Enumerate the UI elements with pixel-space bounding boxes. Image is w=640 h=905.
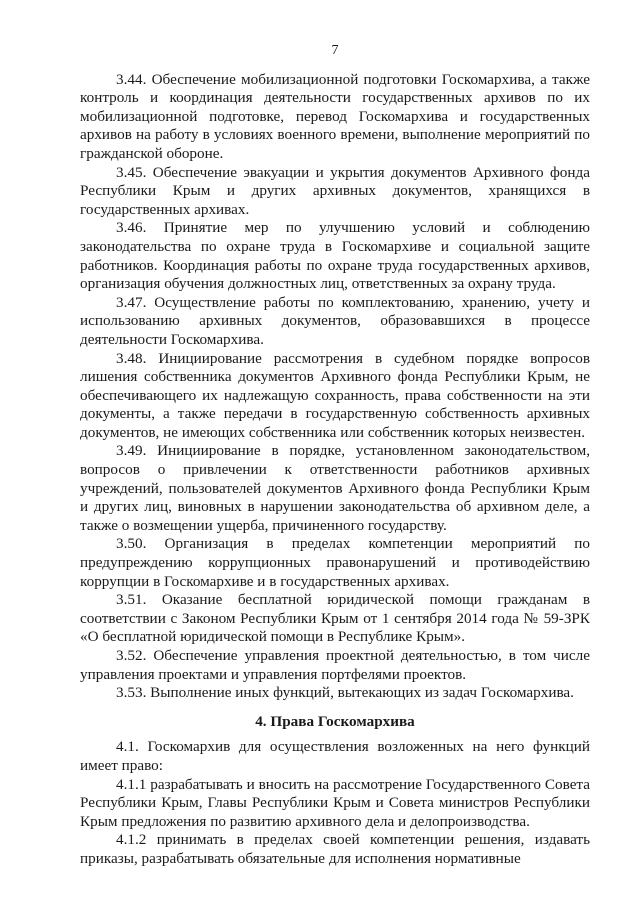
paragraph-4-1-1: 4.1.1 разрабатывать и вносить на рассмотрение Государственного Совета Республики Крым, Главы Республики Крым и Совета министров Республики Крым предложения по развитию архивного дела и делопроизводства.: [80, 775, 590, 830]
paragraph-3-51: 3.51. Оказание бесплатной юридической помощи гражданам в соответствии с Законом Республики Крым от 1 сентября 2014 года № 59-ЗРК «О бесплатной юридической помощи в Республике Крым».: [80, 591, 590, 646]
paragraph-3-53: 3.53. Выполнение иных функций, вытекающих из задач Госкомархива.: [116, 684, 574, 702]
paragraph-3-44: 3.44. Обеспечение мобилизационной подготовки Госкомархива, а также контроль и координация деятельности государственных архивов по их мобилизационной подготовке, перевод Госкомархива и государственных архивов на работу в условиях военного времени, выполнение мероприятий по гражданской обороне.: [80, 70, 590, 162]
page-number: 7: [331, 43, 339, 58]
paragraph-4-1: 4.1. Госкомархив для осуществления возложенных на него функций имеет право:: [80, 738, 590, 774]
paragraph-4-1-2: 4.1.2 принимать в пределах своей компетенции решения, издавать приказы, разрабатывать обязательные для исполнения нормативные: [80, 831, 590, 867]
paragraph-3-48: 3.48. Инициирование рассмотрения в судебном порядке вопросов лишения собственника документов Архивного фонда Республики Крым, не обеспечивающего их надлежащую сохранность, права собственности на эти документы, а также передачи в государственную собственность архивных документов, не имеющих собственника или собственник которых неизвестен.: [80, 349, 590, 441]
paragraph-3-46: 3.46. Принятие мер по улучшению условий и соблюдению законодательства по охране труда в Госкомархиве и социальной защите работников. Координация работы по охране труда государственных архивов, организация обучения должностных лиц, ответственных за охрану труда.: [80, 219, 590, 293]
paragraph-3-49: 3.49. Инициирование в порядке, установленном законодательством, вопросов о привлечении к ответственности работников архивных учреждений, пользователей документов Архивного фонда Республики Крым и других лиц, виновных в нарушении законодательства об архивном деле, а также о возмещении ущерба, причиненного государству.: [80, 442, 590, 534]
paragraph-3-50: 3.50. Организация в пределах компетенции мероприятий по предупреждению коррупционных правонарушений и противодействию коррупции в Госкомархиве и в государственных архивах.: [80, 535, 590, 590]
paragraph-3-45: 3.45. Обеспечение эвакуации и укрытия документов Архивного фонда Республики Крым и других архивных документов, хранящихся в государственных архивах.: [80, 163, 590, 218]
section-heading: 4. Права Госкомархива: [255, 712, 415, 730]
paragraph-3-47: 3.47. Осуществление работы по комплектованию, хранению, учету и использованию архивных документов, образовавшихся в процессе деятельности Госкомархива.: [80, 293, 590, 348]
paragraph-3-52: 3.52. Обеспечение управления проектной деятельностью, в том числе управления проектами и управления портфелями проектов.: [80, 647, 590, 683]
